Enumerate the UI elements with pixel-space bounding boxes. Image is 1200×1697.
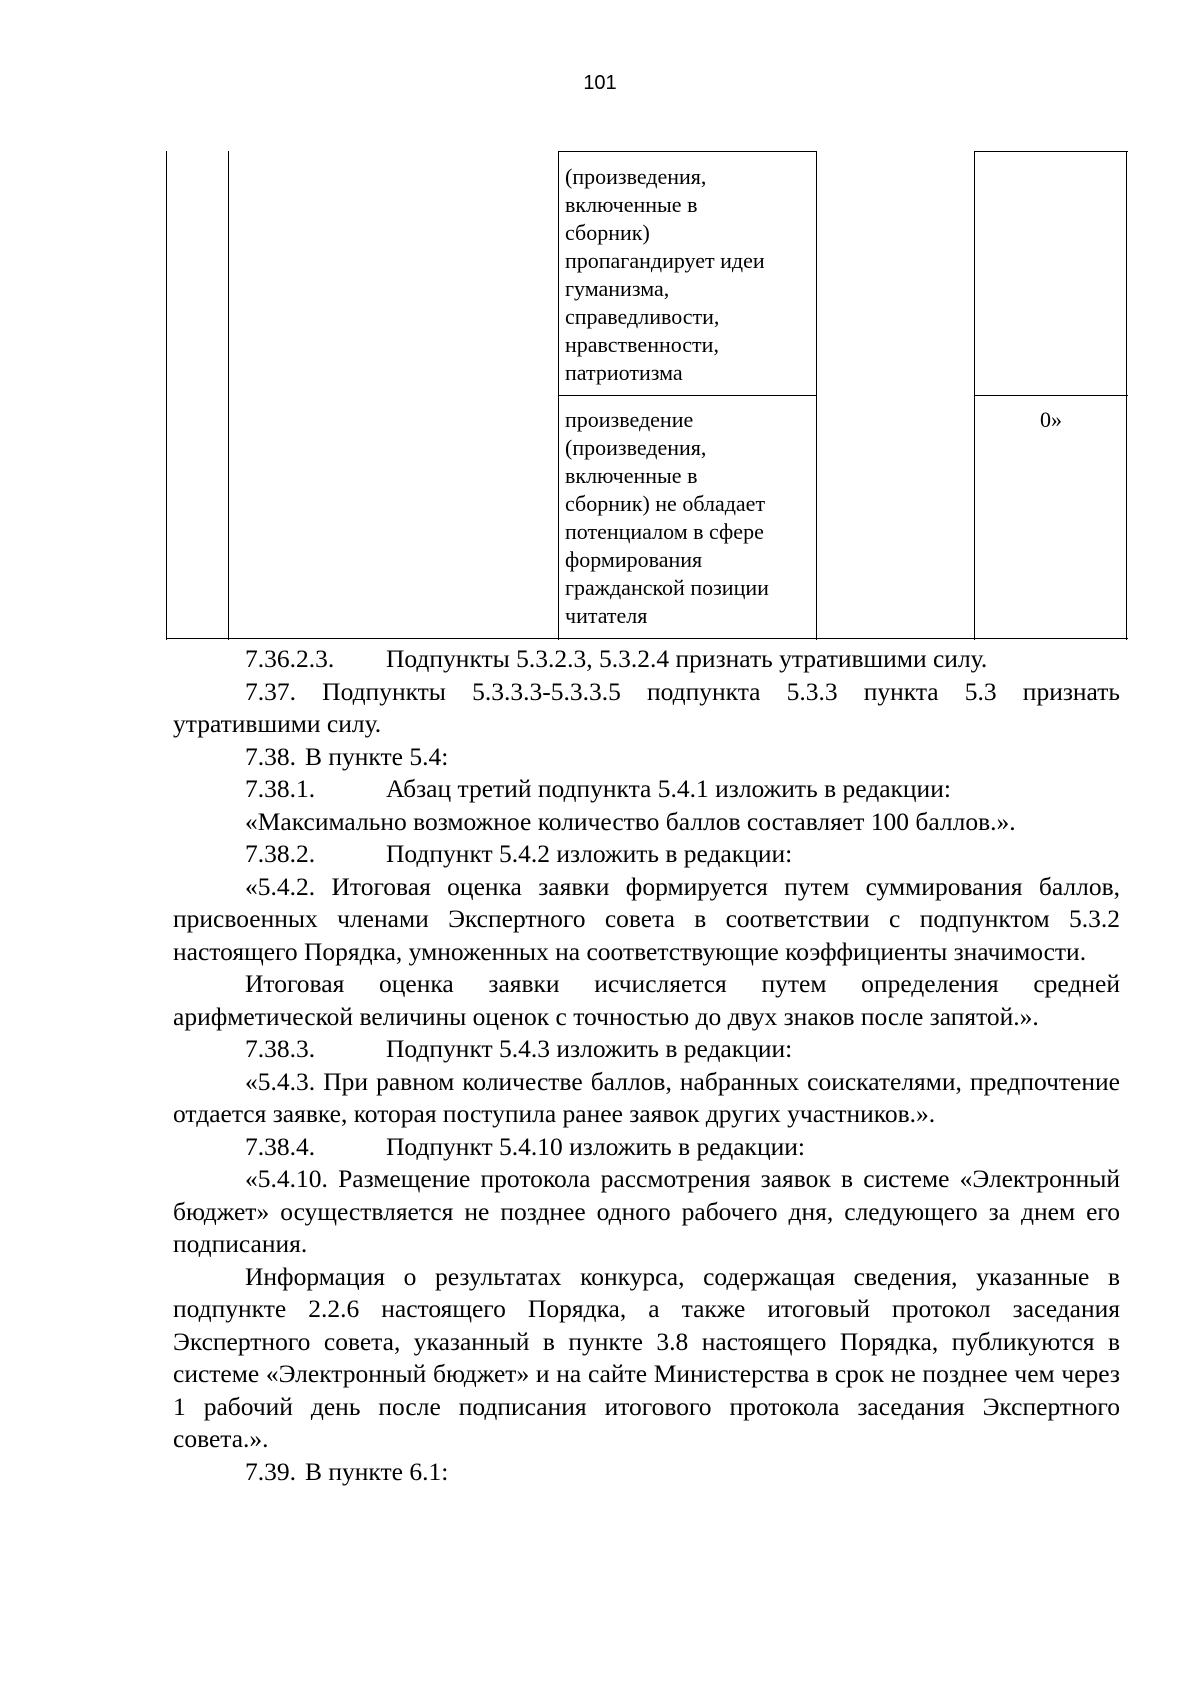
paragraph: «5.4.10. Размещение протокола рассмотрения заявок в системе «Электронный бюджет» осуществляется не позднее одного рабочего дня, следующего за днем его подписания. [173,1164,1120,1258]
paragraph-number: 7.39. [245,1456,296,1486]
table-cell-criterion: (произведения, включенные в сборник) пропагандирует идеи гуманизма, справедливости, нравственности, патриотизма [565,164,765,385]
paragraph-text: Подпункты 5.3.2.3, 5.3.2.4 признать утратившими силу. [386,644,988,673]
paragraph: Итоговая оценка заявки исчисляется путем определения средней арифметической величины оценок с точностью до двух знаков после запятой.». [173,969,1120,1031]
table-cell-criterion: произведение (произведения, включенные в сборник) не обладает потенциалом в сфере формирования гражданской позиции читателя [565,407,769,628]
paragraph: Информация о результатах конкурса, содержащая сведения, указанные в подпункте 2.2.6 настоящего Порядка, а также итоговый протокол заседания Экспертного совета, указанный в пункте 3.8 настоящего Порядка, публикуются в системе «Электронный бюджет» и на сайте Министерства в срок не позднее чем через 1 рабочий день после подписания итогового протокола заседания Экспертного совета.». [173,1261,1120,1453]
paragraph-number: 7.38.4. [245,1131,316,1161]
paragraph-text: В пункте 6.1: [305,1456,449,1486]
paragraph-text: Подпункт 5.4.2 изложить в редакции: [386,839,793,868]
table-row-divider [558,395,816,396]
paragraph-number: 7.38.1. [245,774,316,803]
table-column-divider [228,151,229,640]
numbered-paragraph [173,643,1120,676]
paragraph: «5.4.2. Итоговая оценка заявки формируется путем суммирования баллов, присвоенных членами Экспертного совета в соответствии с подпунктом 5.3.2 настоящего Порядка, умноженных на соответствующие коэффициенты значимости. [173,871,1120,966]
numbered-paragraph [173,1456,1120,1489]
paragraph-text: В пункте 5.4: [305,741,449,771]
table-border-bottom [166,638,1128,639]
paragraph: «Максимально возможное количество баллов составляет 100 баллов.». [245,806,1016,836]
numbered-paragraph [173,773,1120,806]
page-number: 101 [583,72,617,94]
table-cell-border [974,151,1128,152]
numbered-paragraph [173,838,1120,871]
numbered-paragraph [173,1033,1120,1066]
table-row-divider [974,395,1128,396]
paragraph-number: 7.38.2. [245,839,316,868]
paragraph-number: 7.36.2.3. [245,644,335,673]
table-cell-score: 0» [1040,407,1062,432]
paragraph-text: Подпункт 5.4.3 изложить в редакции: [386,1034,793,1063]
table-cell-border [558,151,816,152]
paragraph-number: 7.38. [245,741,296,771]
paragraph-text: Абзац третий подпункта 5.4.1 изложить в редакции: [386,774,951,803]
paragraph: 7.37. Подпункты 5.3.3.3-5.3.3.5 подпункта 5.3.3 пункта 5.3 признать утратившими силу. [173,676,1120,738]
numbered-paragraph [173,1131,1120,1164]
paragraph-text: Подпункт 5.4.10 изложить в редакции: [386,1131,805,1161]
table-column-divider [816,151,817,640]
paragraph-number: 7.38.3. [245,1034,316,1063]
paragraph: «5.4.3. При равном количестве баллов, набранных соискателями, предпочтение отдается заявке, которая поступила ранее заявок других участников.». [173,1066,1120,1128]
criteria-table [166,151,1128,640]
table-border-left [166,151,167,640]
numbered-paragraph [173,741,1120,774]
document-body [173,643,1120,1488]
